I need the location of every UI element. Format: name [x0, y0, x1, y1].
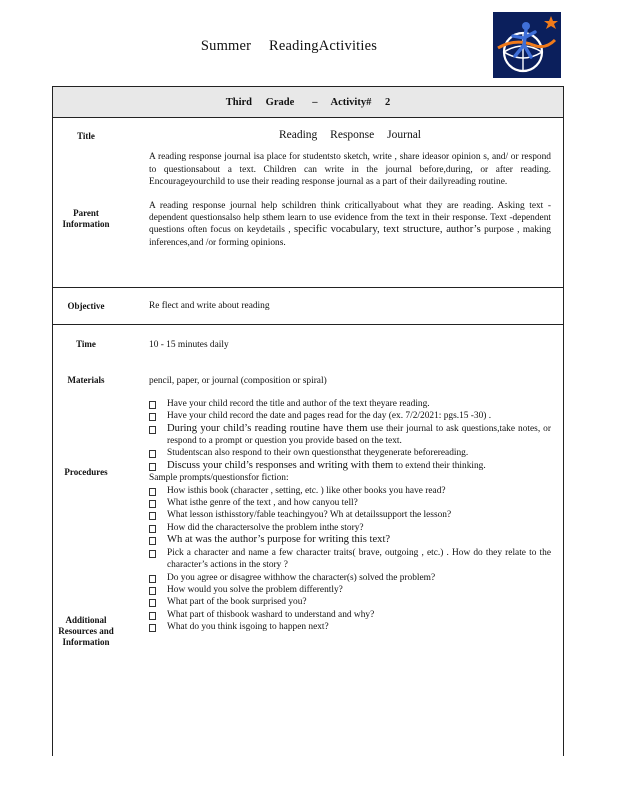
- checkbox-icon: [149, 550, 156, 558]
- prompt-item: How isthis book (character , setting, etc. ) like other books you have read?: [149, 485, 551, 497]
- title-and-parent-row: [53, 118, 563, 288]
- checkbox-icon: [149, 413, 156, 421]
- prompt-item: What do you think isgoing to happen next?: [149, 621, 551, 633]
- procedure-item: Discuss your child’s responses and writing with them to extend their thinking.: [149, 460, 551, 472]
- activity-table: [52, 86, 564, 756]
- checkbox-icon: [149, 575, 156, 583]
- procedure-item: During your child’s reading routine have them use their journal to ask questions,take notes, or respond to a prompt or question you provide based on the text.: [149, 423, 551, 448]
- checkbox-icon: [149, 488, 156, 496]
- checkbox-icon: [149, 500, 156, 508]
- activity-number: – Activity# 2: [312, 96, 391, 108]
- checkbox-icon: [149, 587, 156, 595]
- procedures-list: [149, 398, 551, 472]
- sample-prompts-list: [149, 485, 551, 634]
- procedure-item: Have your child record the date and pages read for the day (ex. 7/2/2021: pgs.15 -30) .: [149, 410, 551, 422]
- checkbox-icon: [149, 426, 156, 434]
- checkbox-icon: [149, 512, 156, 520]
- procedure-item: Studentscan also respond to their own questionsthat theygenerate beforereading.: [149, 447, 551, 459]
- checkbox-icon: [149, 525, 156, 533]
- title-label: Title: [77, 131, 95, 141]
- prompt-item: What part of thisbook washard to understand and why?: [149, 609, 551, 621]
- parent-info-paragraph-1: A reading response journal isa place for studentsto sketch, write , share ideasor opinion s, and/ or respond to questionsabout a text. Children can write in the journal before,during, or after reading. Encourageyourchild to use their reading response journal as a part of their dailyreading routine.: [149, 152, 551, 188]
- checkbox-icon: [149, 463, 156, 471]
- procedure-item: Have your child record the title and author of the text theyare reading.: [149, 398, 551, 410]
- checkbox-icon: [149, 450, 156, 458]
- objective-value: Re flect and write about reading: [149, 300, 270, 311]
- checkbox-icon: [149, 537, 156, 545]
- procedures-label: Procedures: [64, 467, 108, 477]
- objective-label: Objective: [67, 300, 105, 311]
- time-label: Time: [76, 339, 96, 349]
- additional-resources-label: Additional Resources and Information: [58, 615, 114, 647]
- prompt-item: How would you solve the problem differently?: [149, 584, 551, 596]
- checkbox-icon: [149, 612, 156, 620]
- checkbox-icon: [149, 624, 156, 632]
- prompt-item: How did the charactersolve the problem inthe story?: [149, 522, 551, 534]
- parent-information-label: Parent Information: [62, 208, 110, 229]
- objective-row: [53, 288, 563, 325]
- organization-logo: [493, 12, 561, 78]
- prompt-item: What lesson isthisstory/fable teachingyou? Wh at detailssupport the lesson?: [149, 509, 551, 521]
- details-section: [53, 325, 563, 756]
- prompt-item: What part of the book surprised you?: [149, 596, 551, 608]
- materials-value: pencil, paper, or journal (composition or spiral): [149, 376, 327, 387]
- prompt-item: Wh at was the author’s purpose for writing this text?: [149, 534, 551, 546]
- checkbox-icon: [149, 599, 156, 607]
- sample-prompts-heading: Sample prompts/questionsfor fiction:: [149, 473, 289, 484]
- document-title: Summer ReadingActivities: [200, 38, 378, 54]
- prompt-item: Pick a character and name a few character traits( brave, outgoing , etc.) . How do they relate to the character’s actions in the story ?: [149, 547, 551, 572]
- checkbox-icon: [149, 401, 156, 409]
- prompt-item: Do you agree or disagree withhow the character(s) solved the problem?: [149, 572, 551, 584]
- grade-activity-band: [53, 87, 563, 118]
- activity-title: Reading Response Journal: [278, 129, 421, 141]
- parent-info-paragraph-2: A reading response journal help schildren think criticallyabout what they are reading. Asking text - dependent questionsalso help sthem learn to use evidence from the text in their response. Text -dependent questions often focus on keydetails , specific vocabulary, text structure, author’s purpose , making inferences,and /or forming opinions.: [149, 200, 551, 248]
- prompt-item: What isthe genre of the text , and how canyou tell?: [149, 497, 551, 509]
- grade-label: Third Grade: [225, 96, 295, 108]
- materials-label: Materials: [67, 375, 105, 385]
- time-value: 10 - 15 minutes daily: [149, 340, 229, 350]
